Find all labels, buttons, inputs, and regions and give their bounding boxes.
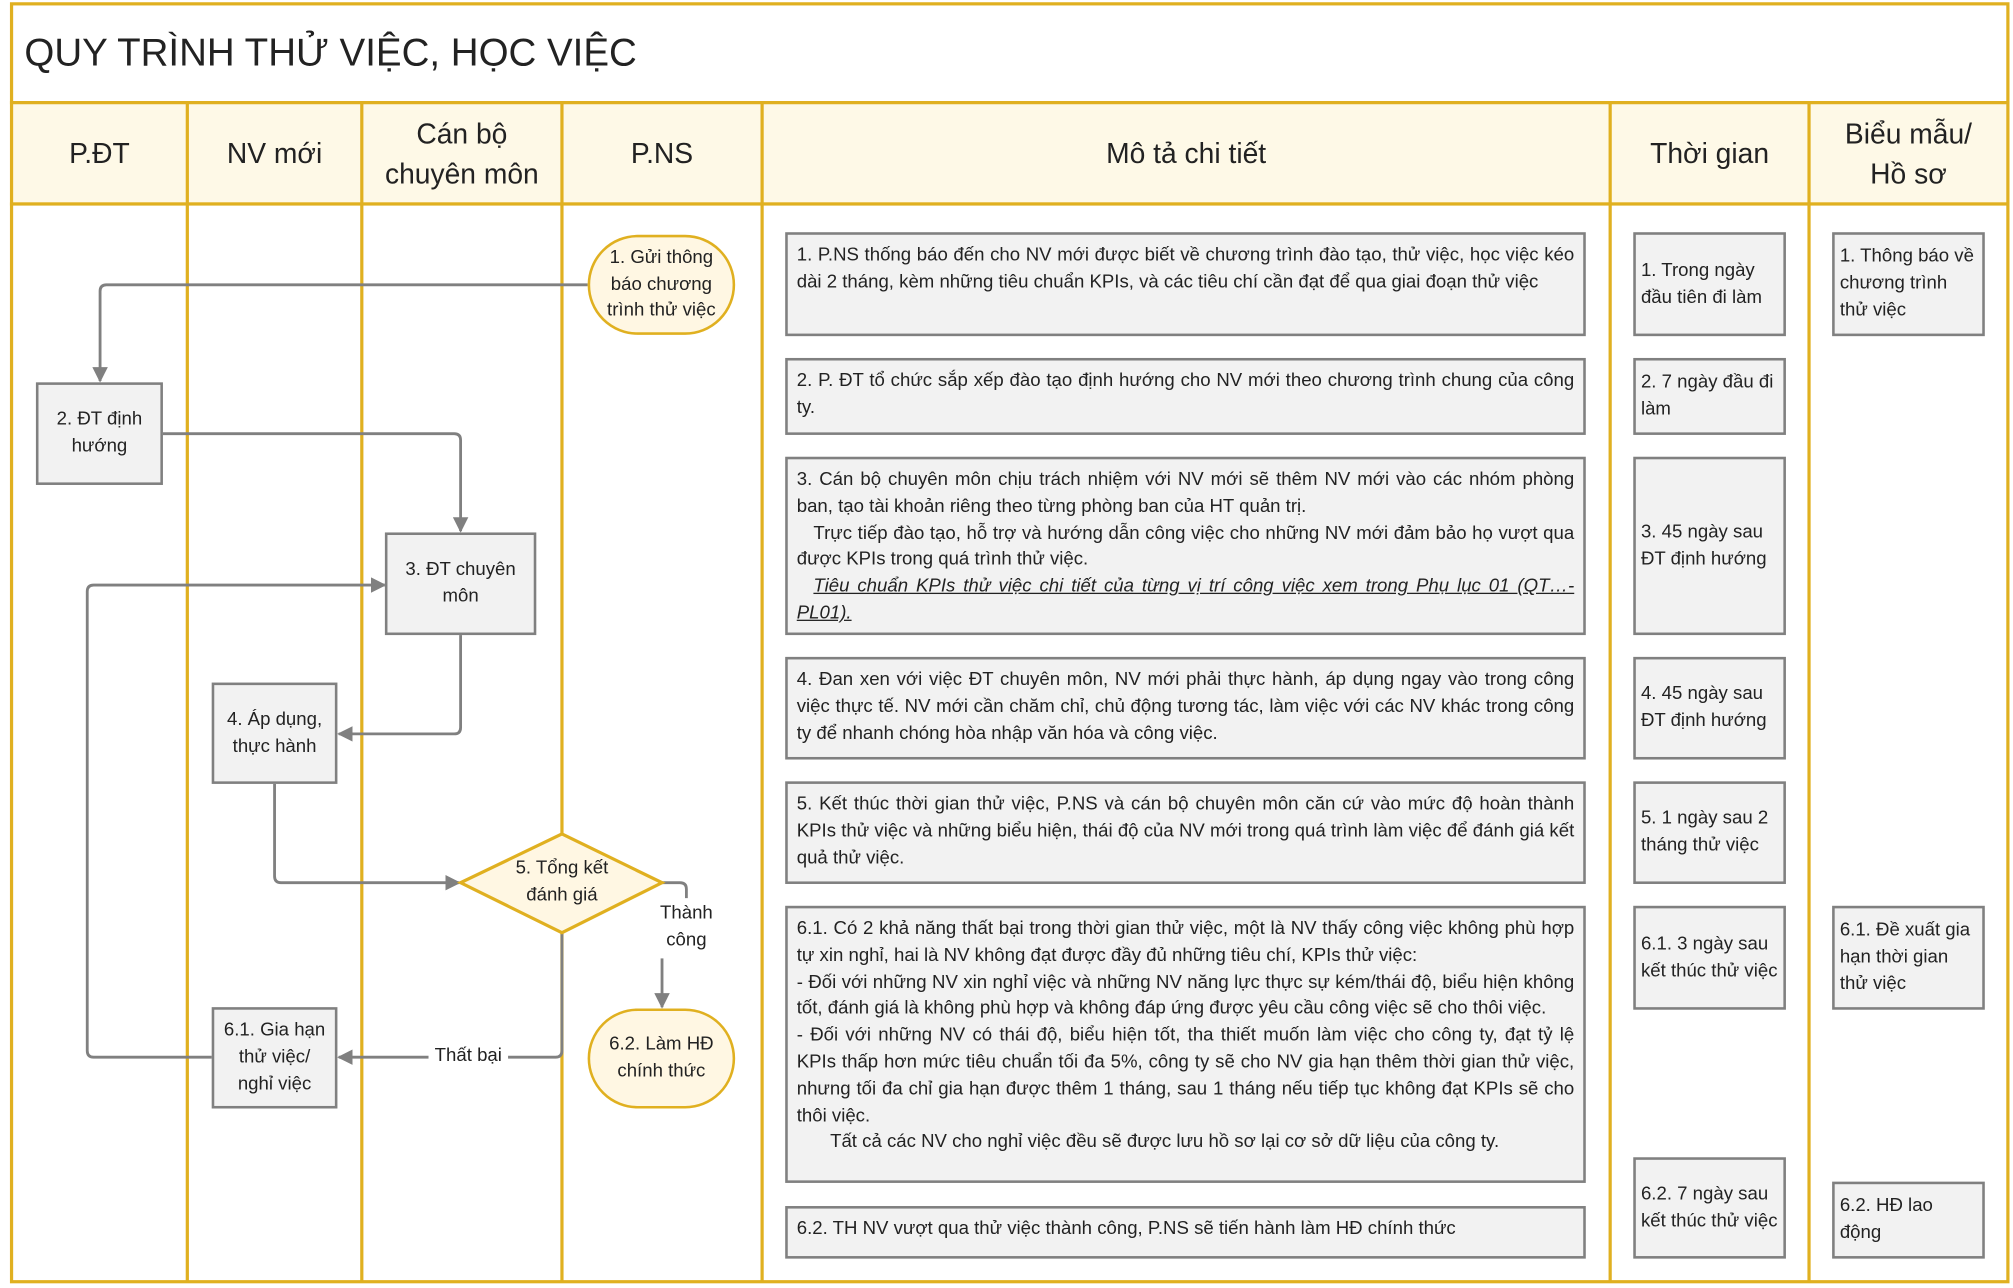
page-title: QUY TRÌNH THỬ VIỆC, HỌC VIỆC <box>24 31 637 74</box>
time-3: 3. 45 ngày sau ĐT định hướng <box>1633 457 1786 635</box>
node-3-specialized-training: 3. ĐT chuyên môn <box>385 532 536 635</box>
description-5: 5. Kết thúc thời gian thử việc, P.NS và cán bộ chuyên môn căn cứ vào mức độ hoàn thành KPIs thử việc và những biểu hiện, thái độ của NV mới trong quá trình làm việc để đánh giá kết quả thử việc. <box>785 781 1586 884</box>
time-62: 6.2. 7 ngày sau kết thúc thử việc <box>1633 1157 1786 1258</box>
node-1-send-notice: 1. Gửi thông báo chương trình thử việc <box>588 235 736 335</box>
form-61: 6.1. Đề xuất gia hạn thời gian thử việc <box>1832 906 1985 1010</box>
description-4: 4. Đan xen với việc ĐT chuyên môn, NV mới phải thực hành, áp dụng ngay vào trong công việc thực tế. NV mới cần chăm chỉ, chủ động tương tác, làm việc với các NV khác trong công ty để nhanh chóng hòa nhập văn hóa và công việc. <box>785 657 1586 760</box>
time-5: 5. 1 ngày sau 2 tháng thử việc <box>1633 781 1786 884</box>
time-4: 4. 45 ngày sau ĐT định hướng <box>1633 657 1786 760</box>
form-1: 1. Thông báo về chương trình thử việc <box>1832 232 1985 336</box>
header-bieu-mau: Biểu mẫu/ Hồ sơ <box>1844 117 1973 190</box>
header-thoi-gian: Thời gian <box>1650 137 1770 170</box>
header-pns: P.NS <box>630 137 694 170</box>
label-failure: Thất bại <box>429 1043 509 1070</box>
node-2-orientation: 2. ĐT định hướng <box>36 382 163 485</box>
description-61: 6.1. Có 2 khả năng thất bại trong thời gian thử việc, một là NV thấy công việc không phù hợp tự xin nghỉ, hai là NV không đạt được đầy đủ những tiêu chí, KPIs thử việc: - Đối với những NV xin nghỉ việc và những NV năng lực thực sự kém/thái độ, biểu hiện không tốt, đánh giá là không phù hợp và không đáp ứng được yêu cầu công việc sẽ cho thôi việc. - Đối với những NV có thái độ, biểu hiện tốt, tha thiết muốn làm việc cho công ty, đạt tỷ lệ KPIs thấp hơn mức tiêu chuẩn tối đa 5%, công ty sẽ cho NV gia hạn thêm thời gian thử việc, nhưng tối đa chỉ gia hạn được thêm 1 tháng, sau 1 tháng nếu tiếp tục không đạt KPIs sẽ cho thôi việc. Tất cả các NV cho nghỉ việc đều sẽ được lưu hồ sơ lại cơ sở dữ liệu của công ty. <box>785 906 1586 1183</box>
header-can-bo: Cán bộ chuyên môn <box>384 117 539 190</box>
description-62: 6.2. TH NV vượt qua thử việc thành công, P.NS sẽ tiến hành làm HĐ chính thức <box>785 1206 1586 1259</box>
node-62-official-contract: 6.2. Làm HĐ chính thức <box>588 1008 736 1108</box>
label-success: Thành công <box>645 901 727 954</box>
time-2: 2. 7 ngày đầu đi làm <box>1633 358 1786 435</box>
time-61: 6.1. 3 ngày sau kết thúc thử việc <box>1633 906 1786 1010</box>
form-62: 6.2. HĐ lao động <box>1832 1182 1985 1259</box>
description-3: 3. Cán bộ chuyên môn chịu trách nhiệm với NV mới sẽ thêm NV mới vào các nhóm phòng ban, tạo tài khoản riêng theo từng phòng ban của HT quản trị. Trực tiếp đào tạo, hỗ trợ và hướng dẫn công việc cho những NV mới đảm bảo họ vượt qua được KPIs trong quá trình thử việc. Tiêu chuẩn KPIs thử việc chi tiết của từng vị trí công việc xem trong Phụ lục 01 (QT…-PL01). <box>785 457 1586 635</box>
node-61-extend-or-quit: 6.1. Gia hạn thử việc/ nghỉ việc <box>212 1007 338 1108</box>
node-4-practice: 4. Áp dụng, thực hành <box>212 683 338 784</box>
node-5-evaluation: 5. Tổng kết đánh giá <box>515 858 609 906</box>
header-pdt: P.ĐT <box>69 137 130 170</box>
description-1: 1. P.NS thống báo đến cho NV mới được biết về chương trình đào tạo, thử việc, học việc kéo dài 2 tháng, kèm những tiêu chuẩn KPIs, và các tiêu chí cần đạt để qua giai đoạn thử việc <box>785 232 1586 336</box>
header-mo-ta: Mô tả chi tiết <box>1106 137 1267 170</box>
description-2: 2. P. ĐT tổ chức sắp xếp đào tạo định hướng cho NV mới theo chương trình chung của công ty. <box>785 358 1586 435</box>
header-nv-moi: NV mới <box>226 137 323 170</box>
time-1: 1. Trong ngày đầu tiên đi làm <box>1633 232 1786 336</box>
